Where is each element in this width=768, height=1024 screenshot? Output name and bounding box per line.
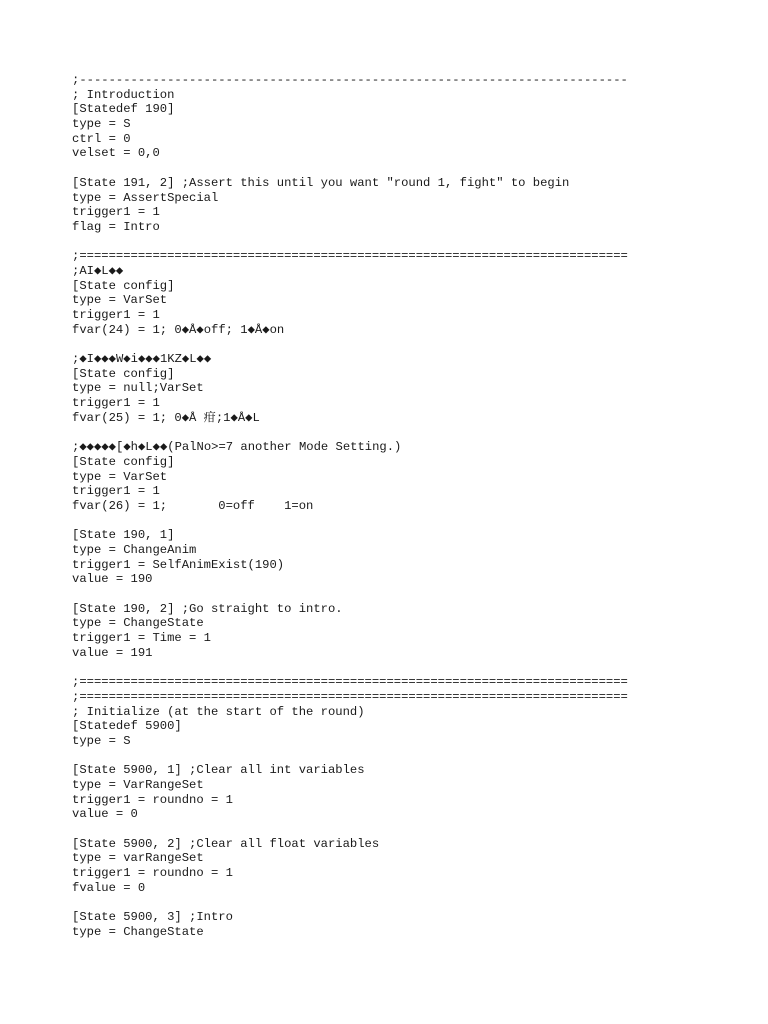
code-line <box>72 514 752 529</box>
code-line: type = null;VarSet <box>72 381 204 396</box>
code-line: [Statedef 190] <box>72 102 175 117</box>
code-line: ;=========================================================================== <box>72 675 628 690</box>
code-line: [State 5900, 2] ;Clear all float variables <box>72 836 380 851</box>
code-line <box>72 426 752 441</box>
code-line: trigger1 = 1 <box>72 205 160 220</box>
code-line: [State config] <box>72 366 175 381</box>
code-line: type = VarSet <box>72 293 168 308</box>
code-line: type = AssertSpecial <box>72 190 219 205</box>
code-line: type = ChangeState <box>72 924 204 939</box>
code-line <box>72 661 752 676</box>
code-line <box>72 896 752 911</box>
code-line: [Statedef 5900] <box>72 719 182 734</box>
code-line: type = VarRangeSet <box>72 778 204 792</box>
code-line <box>72 587 752 602</box>
code-line: value = 190 <box>72 572 153 587</box>
code-line: ;◆◆◆◆◆[◆h◆L◆◆(PalNo>=7 another Mode Setting.) <box>72 440 402 455</box>
code-line: velset = 0,0 <box>72 146 160 161</box>
code-line: ctrl = 0 <box>72 131 131 146</box>
code-line: [State 191, 2] ;Assert this until you want "round 1, fight" to begin <box>72 175 570 190</box>
code-line <box>72 822 752 837</box>
code-line: fvar(24) = 1; 0◆Å◆off; 1◆Å◆on <box>72 322 285 337</box>
code-line: ;◆I◆◆◆W◆i◆◆◆1KZ◆L◆◆ <box>72 352 212 367</box>
code-line <box>72 161 752 176</box>
code-line: fvalue = 0 <box>72 880 146 895</box>
code-page <box>72 73 752 940</box>
code-line: [State 190, 2] ;Go straight to intro. <box>72 601 343 616</box>
code-line: type = S <box>72 733 131 748</box>
code-line <box>72 337 752 352</box>
code-line: trigger1 = 1 <box>72 396 160 411</box>
code-line: trigger1 = 1 <box>72 484 160 499</box>
code-line: value = 191 <box>72 645 153 660</box>
code-line: trigger1 = roundno = 1 <box>72 866 233 881</box>
code-line: type = VarSet <box>72 469 168 484</box>
code-line: ; Introduction <box>72 87 175 102</box>
code-line: fvar(26) = 1; 0=off 1=on <box>72 498 314 513</box>
code-line: ;=========================================================================== <box>72 249 628 264</box>
code-line: ; Initialize (at the start of the round) <box>72 704 365 719</box>
code-line: ;--------------------------------------------------------------------------- <box>72 73 628 87</box>
code-line: fvar(25) = 1; 0◆Å 疳;1◆Å◆L <box>72 410 260 425</box>
code-line: ;AI◆L◆◆ <box>72 263 124 278</box>
code-line: [State config] <box>72 454 175 469</box>
code-line: trigger1 = roundno = 1 <box>72 792 233 807</box>
code-line: ;=========================================================================== <box>72 689 628 704</box>
code-line: value = 0 <box>72 807 138 822</box>
code-line: type = ChangeState <box>72 616 204 631</box>
code-line <box>72 749 752 764</box>
code-line: type = ChangeAnim <box>72 543 197 557</box>
code-line: trigger1 = Time = 1 <box>72 631 211 646</box>
code-line: [State config] <box>72 278 175 293</box>
code-line: [State 190, 1] <box>72 528 175 543</box>
code-line: type = varRangeSet <box>72 851 204 866</box>
code-line <box>72 235 752 250</box>
code-line: [State 5900, 3] ;Intro <box>72 910 233 925</box>
code-line: [State 5900, 1] ;Clear all int variables <box>72 763 365 778</box>
code-line: trigger1 = 1 <box>72 308 160 322</box>
code-line: trigger1 = SelfAnimExist(190) <box>72 557 285 572</box>
code-line: type = S <box>72 117 131 132</box>
code-line: flag = Intro <box>72 219 160 234</box>
